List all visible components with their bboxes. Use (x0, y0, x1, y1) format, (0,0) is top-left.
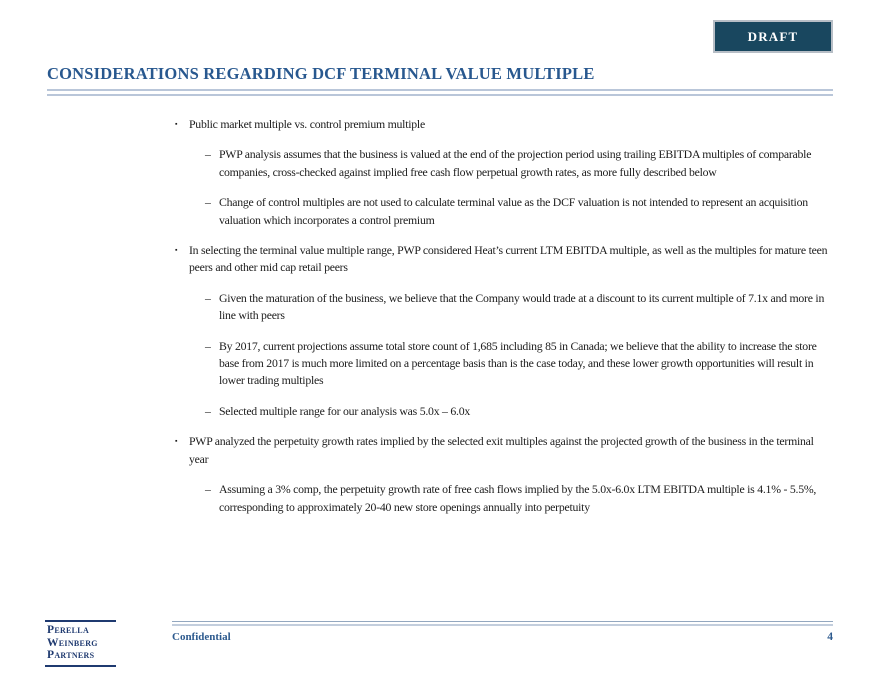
sub-bullet-text: PWP analysis assumes that the business is valued at the end of the projection period using trailing EBITDA multiples of comparable companies, cross-checked against implied free cash flow perpetual growth rates, as more fully described below (219, 147, 812, 179)
sub-bullet-item (205, 146, 834, 181)
sub-bullet-text: Given the maturation of the business, we believe that the Company would trade at a discount to its current multiple of 7.1x and more in line with peers (219, 290, 825, 323)
footer-divider (172, 621, 833, 626)
bullet-square-icon: ▪ (175, 246, 178, 255)
sub-bullet-text: Change of control multiples are not used to calculate terminal value as the DCF valuation is not intended to represent an acquisition valuation which incorporates a control premium (219, 195, 808, 227)
sub-bullet-text: By 2017, current projections assume total store count of 1,685 including 85 in Canada; we believe that the ability to increase the store base from 2017 is much more limited on a percentage basis than is the case today, and these lower growth opportunities will result in lower trading multiples (219, 338, 817, 388)
bullet-square-icon: ▪ (175, 120, 178, 128)
draft-badge-label: DRAFT (747, 28, 799, 44)
dash-icon: – (205, 338, 211, 353)
logo-line-partners: Partners (47, 649, 95, 661)
dash-icon: – (205, 482, 211, 497)
dash-icon: – (205, 290, 211, 305)
logo-line-perella: Perella (47, 624, 90, 636)
sub-bullet-item (205, 481, 834, 516)
dash-icon: – (205, 403, 211, 418)
sub-bullet-item (205, 403, 834, 420)
page-number: 4 (827, 631, 833, 643)
bullet-item (174, 433, 834, 468)
bullet-text: In selecting the terminal value multiple range, PWP considered Heat’s current LTM EBITDA multiple, as well as the multiples for mature teen peers and other mid cap retail peers (189, 243, 828, 275)
dash-icon: – (205, 147, 211, 162)
bullet-item (174, 116, 834, 133)
sub-bullet-item (205, 194, 834, 229)
confidential-label: Confidential (172, 631, 231, 643)
dash-icon: – (205, 195, 211, 210)
title-divider (47, 89, 833, 96)
sub-bullet-text: Assuming a 3% comp, the perpetuity growth rate of free cash flows implied by the 5.0x-6.0x LTM EBITDA multiple is 4.1% - 5.5%, corresponding to approximately 20-40 new store openings annually into perpetuity (219, 482, 817, 514)
draft-badge (713, 20, 833, 53)
sub-bullet-text: Selected multiple range for our analysis was 5.0x – 6.0x (219, 403, 471, 418)
sub-bullet-item (205, 338, 834, 390)
logo-line-weinberg: Weinberg (47, 636, 98, 649)
perella-weinberg-partners-logo (45, 620, 116, 667)
sub-bullet-item (205, 290, 834, 325)
slide-body (174, 116, 834, 529)
page-title: CONSIDERATIONS REGARDING DCF TERMINAL VALUE MULTIPLE (47, 64, 595, 83)
bullet-square-icon: ▪ (175, 437, 178, 446)
bullet-item (174, 242, 834, 277)
bullet-text: Public market multiple vs. control premium multiple (189, 117, 425, 131)
bullet-text: PWP analyzed the perpetuity growth rates implied by the selected exit multiples against the projected growth of the business in the terminal year (189, 434, 814, 466)
